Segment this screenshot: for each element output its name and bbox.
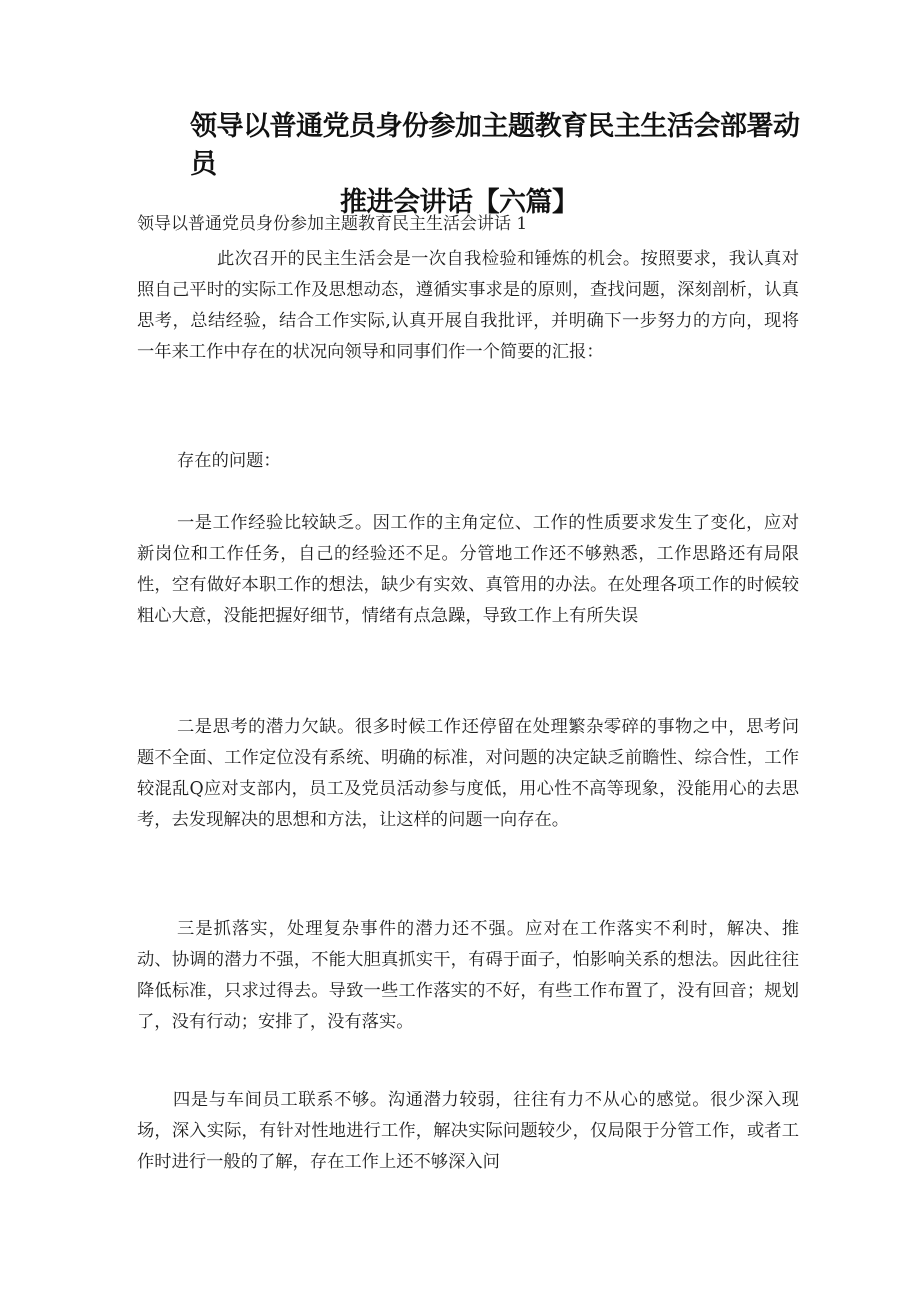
title-line-1: 领导以普通党员身份参加主题教育民主生活会部署动员: [190, 111, 800, 180]
document-title: [190, 108, 800, 222]
issues-heading: 存在的问题：: [177, 451, 281, 471]
section-subtitle: 领导以普通党员身份参加主题教育民主生活会讲话 1: [137, 214, 528, 234]
issue-paragraph-2: 二是思考的潜力欠缺。很多时候工作还停留在处理繁杂零碎的事物之中，思考问题不全面、工作定位没有系统、明确的标准，对问题的决定缺乏前瞻性、综合性，工作较混乱Q应对支部内，员工及党员活动参与度低，用心性不高等现象，没能用心的去思考，去发现解决的思想和方法，让这样的问题一向存在。: [137, 717, 799, 830]
issue-paragraph-4: 四是与车间员工联系不够。沟通潜力较弱，往往有力不从心的感觉。很少深入现场，深入实际，有针对性地进行工作，解决实际问题较少，仅局限于分管工作，或者工作时进行一般的了解，存在工作上还不够深入问: [137, 1090, 799, 1172]
issue-paragraph-1: 一是工作经验比较缺乏。因工作的主角定位、工作的性质要求发生了变化，应对新岗位和工作任务，自己的经验还不足。分管地工作还不够熟悉，工作思路还有局限性，空有做好本职工作的想法，缺少有实效、真管用的办法。在处理各项工作的时候较粗心大意，没能把握好细节，情绪有点急躁，导致工作上有所失误: [137, 513, 799, 626]
intro-paragraph: 此次召开的民主生活会是一次自我检验和锤炼的机会。按照要求，我认真对照自己平时的实际工作及思想动态，遵循实事求是的原则，查找问题，深刻剖析，认真思考，总结经验，结合工作实际,认真开展自我批评，并明确下一步努力的方向，现将一年来工作中存在的状况向领导和同事们作一个简要的汇报：: [137, 249, 799, 362]
issue-paragraph-3: 三是抓落实，处理复杂事件的潜力还不强。应对在工作落实不利时，解决、推动、协调的潜力不强，不能大胆真抓实干，有碍于面子，怕影响关系的想法。因此往往降低标准，只求过得去。导致一些工作落实的不好，有些工作布置了，没有回音；规划了，没有行动；安排了，没有落实。: [137, 919, 799, 1032]
title-line-2: 推进会讲话【六篇】: [340, 187, 579, 218]
